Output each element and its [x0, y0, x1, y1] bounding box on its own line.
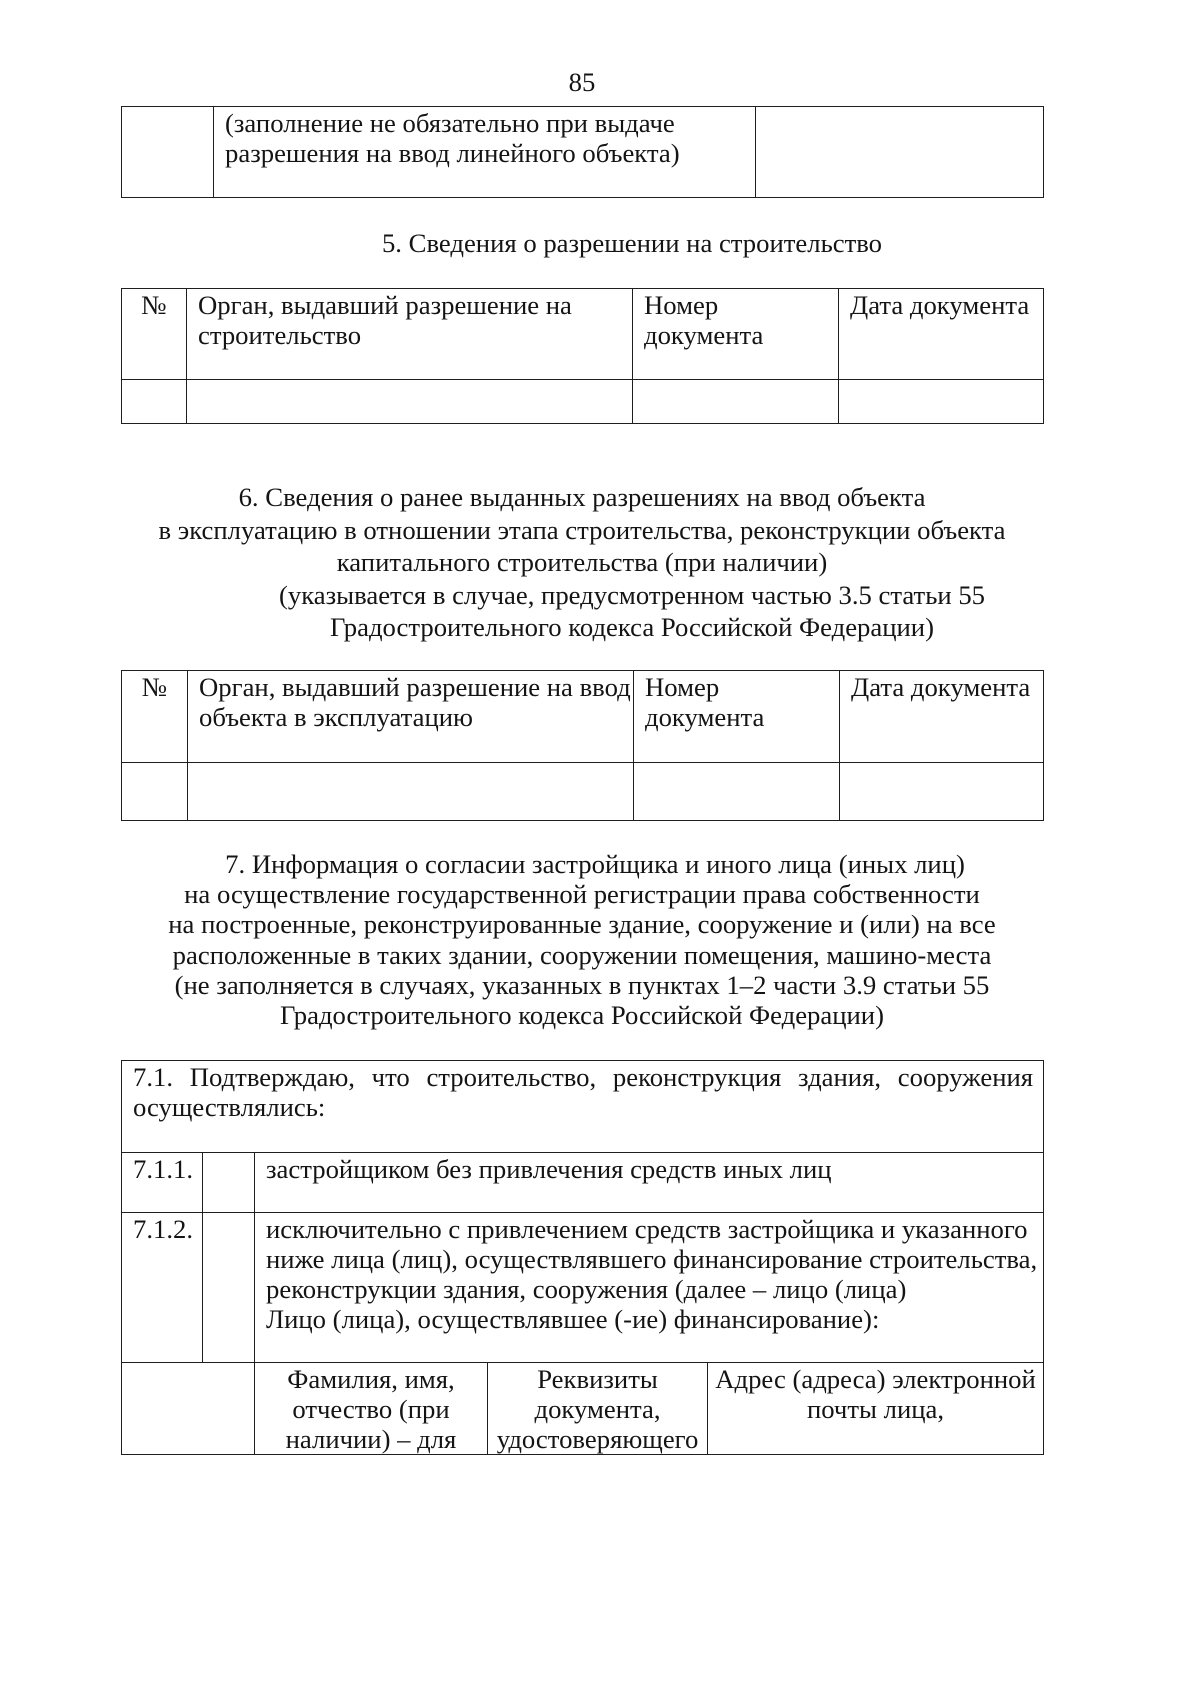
doc-number-header-line: Номер: [645, 672, 720, 702]
option-number-cell: [122, 1213, 203, 1363]
confirm-row: [122, 1061, 1044, 1153]
email-header-line: Адрес (адреса) электронной: [715, 1364, 1036, 1394]
num-header: №: [141, 672, 168, 702]
section7-title-line: на осуществление государственной регистрации права собственности: [184, 879, 980, 910]
section6-title-line: капитального строительства (при наличии): [336, 547, 828, 577]
doc-number-header-line: Номер: [644, 290, 719, 320]
empty-cell: [839, 380, 1044, 424]
section5-title-line: 5. Сведения о разрешении на строительство: [381, 228, 883, 258]
doc-date-header: Дата документа: [850, 290, 1030, 320]
empty-cell: [122, 107, 214, 198]
id-document-header-cell: [488, 1363, 708, 1455]
doc-date-header: Дата документа: [851, 672, 1031, 702]
confirm-cell: [122, 1061, 1044, 1153]
email-header-cell: [708, 1363, 1044, 1455]
option-text-line: ниже лица (лиц), осуществлявшего финансирование строительства,: [266, 1244, 1038, 1274]
empty-cell: [633, 380, 839, 424]
empty-cell: [122, 1363, 255, 1455]
full-name-header-cell: [255, 1363, 488, 1455]
linear-object-note-cell: [214, 107, 756, 198]
doc-number-header-line: документа: [645, 702, 765, 732]
confirm-line: осуществлялись:: [133, 1092, 326, 1122]
option-text-line: исключительно с привлечением средств застройщика и указанного: [266, 1214, 1028, 1244]
authority-header-line: Орган, выдавший разрешение на: [198, 290, 572, 320]
section6-title: [121, 481, 1043, 644]
id-document-header-line: Реквизиты: [537, 1364, 658, 1394]
authority-header-line: Орган, выдавший разрешение на ввод: [199, 672, 631, 702]
table-header-row: [122, 289, 1044, 380]
option-row: [122, 1213, 1044, 1363]
section7-note-line: Градостроительного кодекса Российской Федерации): [280, 1000, 884, 1031]
email-header-line: почты лица,: [807, 1394, 945, 1424]
full-name-header-line: наличии) – для: [285, 1424, 457, 1454]
empty-cell: [122, 763, 188, 821]
empty-cell: [187, 380, 633, 424]
option-text-cell: [255, 1153, 1044, 1213]
option-number: 7.1.2.: [133, 1214, 194, 1244]
option-row: [122, 1153, 1044, 1213]
previous-permits-table: [121, 670, 1044, 821]
option-number: 7.1.1.: [133, 1154, 194, 1184]
continued-table-fragment: [121, 106, 1044, 198]
section6-title-line: 6. Сведения о ранее выданных разрешениях на ввод объекта: [238, 482, 926, 512]
empty-cell: [122, 380, 187, 424]
section6-note-line: Градостроительного кодекса Российской Федерации): [330, 612, 934, 642]
note-line: разрешения на ввод линейного объекта): [225, 138, 680, 168]
option-text: застройщиком без привлечения средств иных лиц: [266, 1154, 832, 1184]
id-document-header-line: документа,: [534, 1394, 661, 1424]
num-header: №: [141, 290, 167, 320]
empty-cell: [840, 763, 1044, 821]
option-number-cell: [122, 1153, 203, 1213]
authority-header-cell: [187, 289, 633, 380]
section7-note-line: (не заполняется в случаях, указанных в пунктах 1–2 части 3.9 статьи 55: [174, 969, 990, 1000]
doc-date-header-cell: [840, 671, 1044, 763]
doc-number-header-cell: [634, 671, 840, 763]
section6-title-line: в эксплуатацию в отношении этапа строительства, реконструкции объекта: [158, 514, 1006, 545]
full-name-header-line: отчество (при: [292, 1394, 450, 1424]
construction-permit-table: [121, 288, 1044, 424]
authority-header-line: объекта в эксплуатацию: [199, 702, 473, 732]
section7-title-line: 7. Информация о согласии застройщика и иного лица (иных лиц): [225, 849, 965, 879]
confirm-line: 7.1. Подтверждаю, что строительство, реконструкция здания, сооружения: [133, 1062, 1034, 1092]
doc-number-header-cell: [633, 289, 839, 380]
value-cell: [756, 107, 1044, 198]
section7-title-line: на построенные, реконструированные здание, сооружение и (или) на все: [168, 909, 996, 940]
note-line: (заполнение не обязательно при выдаче: [225, 108, 675, 138]
option-text-cell: [255, 1213, 1044, 1363]
section6-note-line: (указывается в случае, предусмотренном частью 3.5 статьи 55: [278, 579, 986, 610]
empty-cell: [634, 763, 840, 821]
num-header-cell: [122, 289, 187, 380]
checkbox-cell: [203, 1213, 255, 1363]
num-header-cell: [122, 671, 188, 763]
page-number: 85: [568, 67, 596, 97]
section7-title: [121, 849, 1043, 1030]
financier-header-row: [122, 1363, 1044, 1455]
authority-header-line: строительство: [198, 320, 362, 350]
checkbox-cell: [203, 1153, 255, 1213]
option-text-line: реконструкции здания, сооружения (далее – лицо (лица): [266, 1274, 907, 1304]
table-row: [122, 763, 1044, 821]
table-header-row: [122, 671, 1044, 763]
registration-consent-table: [121, 1060, 1044, 1455]
authority-header-cell: [188, 671, 634, 763]
table-row: [122, 107, 1044, 198]
id-document-header-line: удостоверяющего: [496, 1424, 699, 1454]
table-row: [122, 380, 1044, 424]
section7-title-line: расположенные в таких здании, сооружении помещения, машино-места: [172, 939, 992, 970]
empty-cell: [188, 763, 634, 821]
full-name-header-line: Фамилия, имя,: [287, 1364, 455, 1394]
doc-number-header-line: документа: [644, 320, 764, 350]
option-text-line: Лицо (лица), осуществлявшее (-ие) финансирование):: [266, 1304, 880, 1334]
section5-title: [121, 228, 1043, 258]
doc-date-header-cell: [839, 289, 1044, 380]
